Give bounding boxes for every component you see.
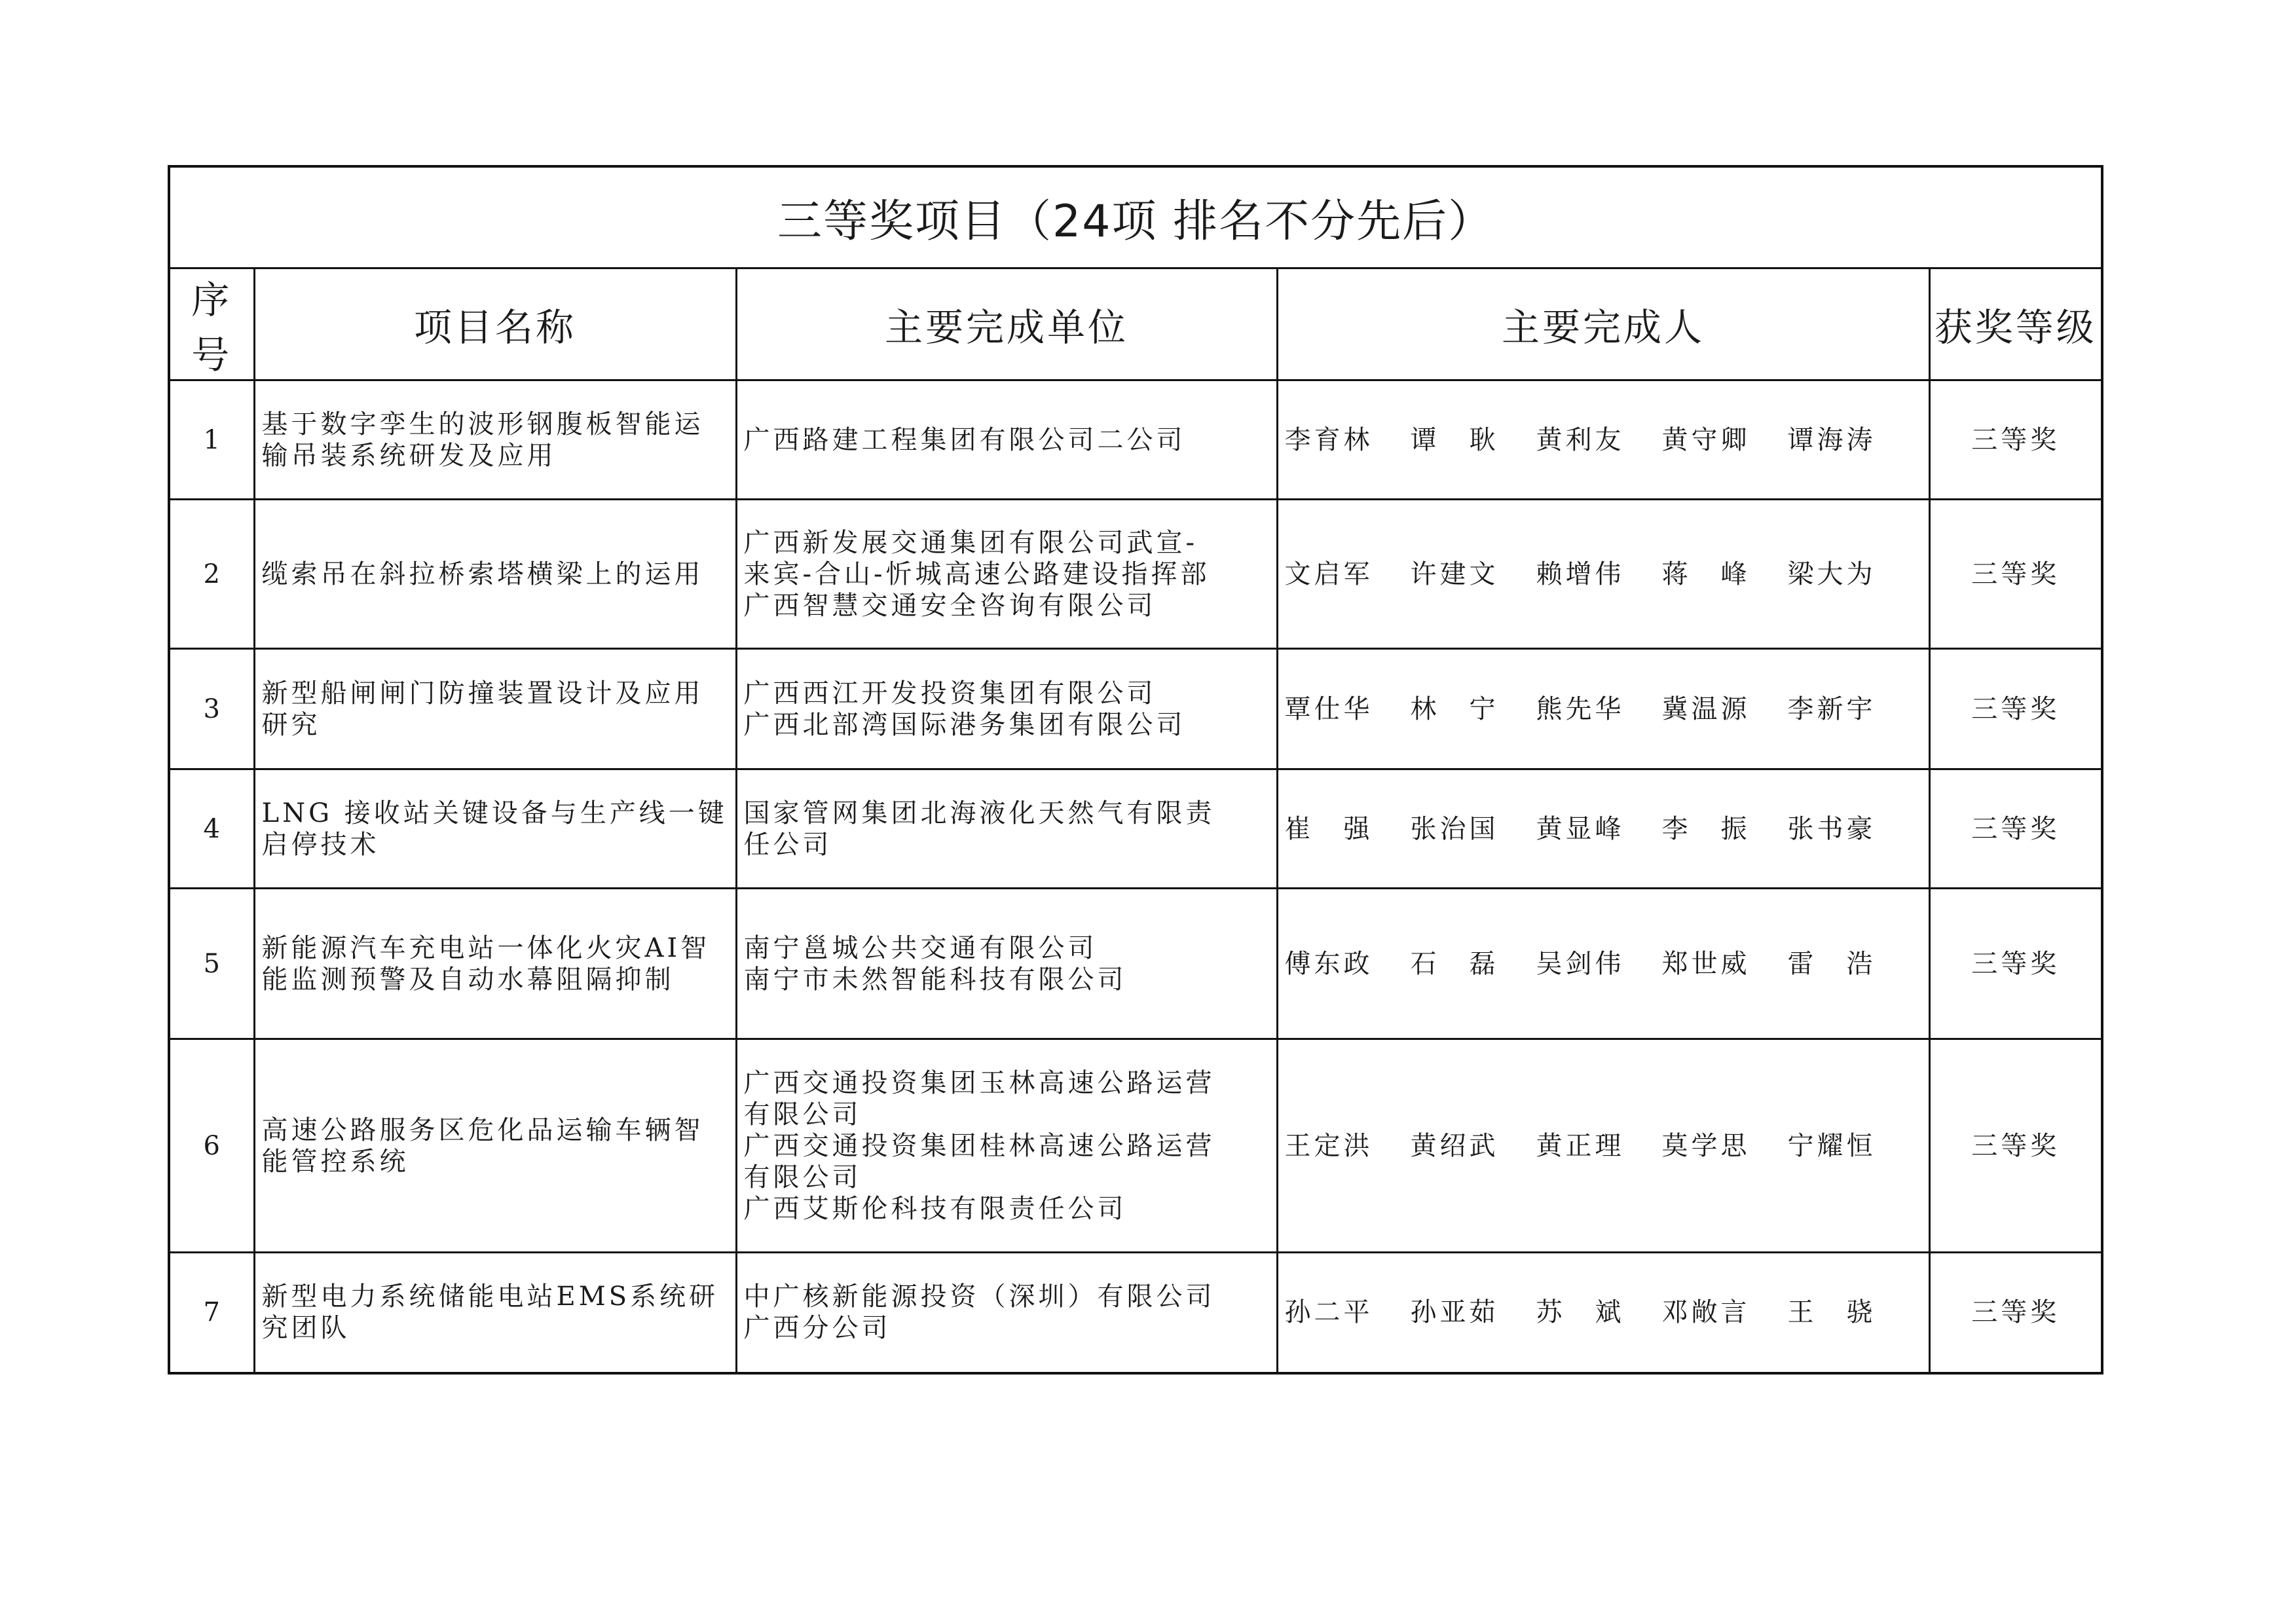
person-name: 孙二平 [1284, 1297, 1373, 1328]
project-name-line: 缆索吊在斜拉桥索塔横梁上的运用 [261, 559, 704, 589]
table-title: 三等奖项目（24项 排名不分先后） [169, 166, 2102, 268]
person-name: 李新宇 [1787, 693, 1876, 724]
main-unit-line: 广西交通投资集团玉林高速公路运营 [743, 1067, 1215, 1098]
person-name: 宁耀恒 [1787, 1130, 1876, 1161]
main-persons [1277, 1253, 1929, 1373]
person-name: 邓敞言 [1661, 1297, 1750, 1328]
project-name-line: 能管控系统 [261, 1146, 409, 1177]
project-name-line: LNG 接收站关键设备与生产线一键 [261, 798, 728, 828]
person-name: 黄显峰 [1536, 813, 1625, 844]
main-unit [736, 1039, 1277, 1253]
project-name [254, 889, 736, 1039]
header-project-name: 项目名称 [254, 268, 736, 380]
person-name: 冀温源 [1661, 693, 1750, 724]
header-row [169, 268, 2102, 380]
table-row [169, 889, 2102, 1039]
award-level: 三等奖 [1929, 769, 2102, 889]
person-name: 赖增伟 [1536, 559, 1625, 589]
project-name [254, 649, 736, 769]
project-name [254, 769, 736, 889]
header-main-unit: 主要完成单位 [736, 268, 1277, 380]
main-unit [736, 769, 1277, 889]
main-persons [1277, 1039, 1929, 1253]
person-name: 谭海涛 [1787, 424, 1876, 455]
project-name [254, 380, 736, 500]
person-name: 张治国 [1410, 813, 1499, 844]
person-name: 石 磊 [1410, 948, 1499, 979]
main-persons [1277, 380, 1929, 500]
person-name: 苏 斌 [1536, 1297, 1625, 1328]
main-unit-line: 中广核新能源投资（深圳）有限公司 [743, 1282, 1215, 1312]
person-name: 崔 强 [1284, 813, 1373, 844]
project-name-line: 基于数字孪生的波形钢腹板智能运 [261, 409, 704, 439]
row-index: 7 [169, 1253, 254, 1373]
main-unit-line: 有限公司 [743, 1099, 862, 1130]
project-name-line: 新型船闸闸门防撞装置设计及应用 [261, 678, 704, 709]
main-unit [736, 649, 1277, 769]
main-unit [736, 889, 1277, 1039]
person-name: 梁大为 [1787, 559, 1876, 589]
project-name-line: 究团队 [261, 1313, 350, 1344]
main-unit-line: 南宁邕城公共交通有限公司 [743, 932, 1098, 963]
row-index: 6 [169, 1039, 254, 1253]
main-unit-line: 广西交通投资集团桂林高速公路运营 [743, 1130, 1215, 1161]
person-name: 文启军 [1284, 559, 1373, 589]
main-persons [1277, 500, 1929, 649]
person-name: 谭 耿 [1410, 424, 1499, 455]
award-level: 三等奖 [1929, 1039, 2102, 1253]
award-level: 三等奖 [1929, 500, 2102, 649]
main-unit [736, 500, 1277, 649]
project-name-line: 启停技术 [261, 829, 380, 860]
project-name-line: 研究 [261, 709, 321, 740]
project-name [254, 1253, 736, 1373]
main-unit-line: 广西北部湾国际港务集团有限公司 [743, 709, 1186, 740]
table-row [169, 380, 2102, 500]
person-name: 熊先华 [1536, 693, 1625, 724]
header-index: 序号 [169, 268, 254, 380]
project-name-line: 高速公路服务区危化品运输车辆智 [261, 1115, 704, 1145]
main-unit-line: 南宁市未然智能科技有限公司 [743, 964, 1127, 995]
table-row [169, 1039, 2102, 1253]
main-unit-line: 有限公司 [743, 1162, 862, 1192]
table-row [169, 500, 2102, 649]
project-name [254, 500, 736, 649]
person-name: 王定洪 [1284, 1130, 1373, 1161]
person-name: 许建文 [1410, 559, 1499, 589]
table-body [169, 380, 2102, 1373]
table-row [169, 649, 2102, 769]
project-name-line: 新能源汽车充电站一体化火灾AI智 [261, 932, 711, 963]
person-name: 黄绍武 [1410, 1130, 1499, 1161]
person-name: 雷 浩 [1787, 948, 1876, 979]
main-unit-line: 国家管网集团北海液化天然气有限责 [743, 798, 1215, 828]
main-unit-line: 广西西江开发投资集团有限公司 [743, 678, 1157, 709]
person-name: 覃仕华 [1284, 693, 1373, 724]
header-main-persons: 主要完成人 [1277, 268, 1929, 380]
main-unit-line: 广西新发展交通集团有限公司武宣- [743, 527, 1198, 558]
award-level: 三等奖 [1929, 649, 2102, 769]
project-name-line: 输吊装系统研发及应用 [261, 440, 557, 471]
person-name: 吴剑伟 [1536, 948, 1625, 979]
project-name-line: 新型电力系统储能电站EMS系统研 [261, 1282, 719, 1312]
award-level: 三等奖 [1929, 380, 2102, 500]
main-unit-line: 广西路建工程集团有限公司二公司 [743, 424, 1186, 455]
main-unit-line: 来宾-合山-忻城高速公路建设指挥部 [743, 559, 1210, 589]
main-unit-line: 广西艾斯伦科技有限责任公司 [743, 1193, 1127, 1224]
project-name-line: 能监测预警及自动水幕阻隔抑制 [261, 964, 675, 995]
project-name [254, 1039, 736, 1253]
main-persons [1277, 769, 1929, 889]
main-persons [1277, 649, 1929, 769]
person-name: 林 宁 [1410, 693, 1499, 724]
header-award-level: 获奖等级 [1929, 268, 2102, 380]
person-name: 孙亚茹 [1410, 1297, 1499, 1328]
person-name: 莫学思 [1661, 1130, 1750, 1161]
table-row [169, 1253, 2102, 1373]
person-name: 李育林 [1284, 424, 1373, 455]
main-unit [736, 380, 1277, 500]
person-name: 郑世威 [1661, 948, 1750, 979]
main-persons [1277, 889, 1929, 1039]
person-name: 傅东政 [1284, 948, 1373, 979]
award-level: 三等奖 [1929, 889, 2102, 1039]
person-name: 黄利友 [1536, 424, 1625, 455]
main-unit-line: 广西智慧交通安全咨询有限公司 [743, 590, 1157, 621]
person-name: 黄守卿 [1661, 424, 1750, 455]
person-name: 蒋 峰 [1661, 559, 1750, 589]
main-unit-line: 任公司 [743, 829, 832, 860]
row-index: 4 [169, 769, 254, 889]
award-table [168, 165, 2103, 1375]
person-name: 黄正理 [1536, 1130, 1625, 1161]
person-name: 王 骁 [1787, 1297, 1876, 1328]
row-index: 5 [169, 889, 254, 1039]
main-unit-line: 广西分公司 [743, 1313, 891, 1344]
row-index: 1 [169, 380, 254, 500]
person-name: 张书豪 [1787, 813, 1876, 844]
main-unit [736, 1253, 1277, 1373]
award-level: 三等奖 [1929, 1253, 2102, 1373]
table-row [169, 769, 2102, 889]
person-name: 李 振 [1661, 813, 1750, 844]
row-index: 3 [169, 649, 254, 769]
row-index: 2 [169, 500, 254, 649]
